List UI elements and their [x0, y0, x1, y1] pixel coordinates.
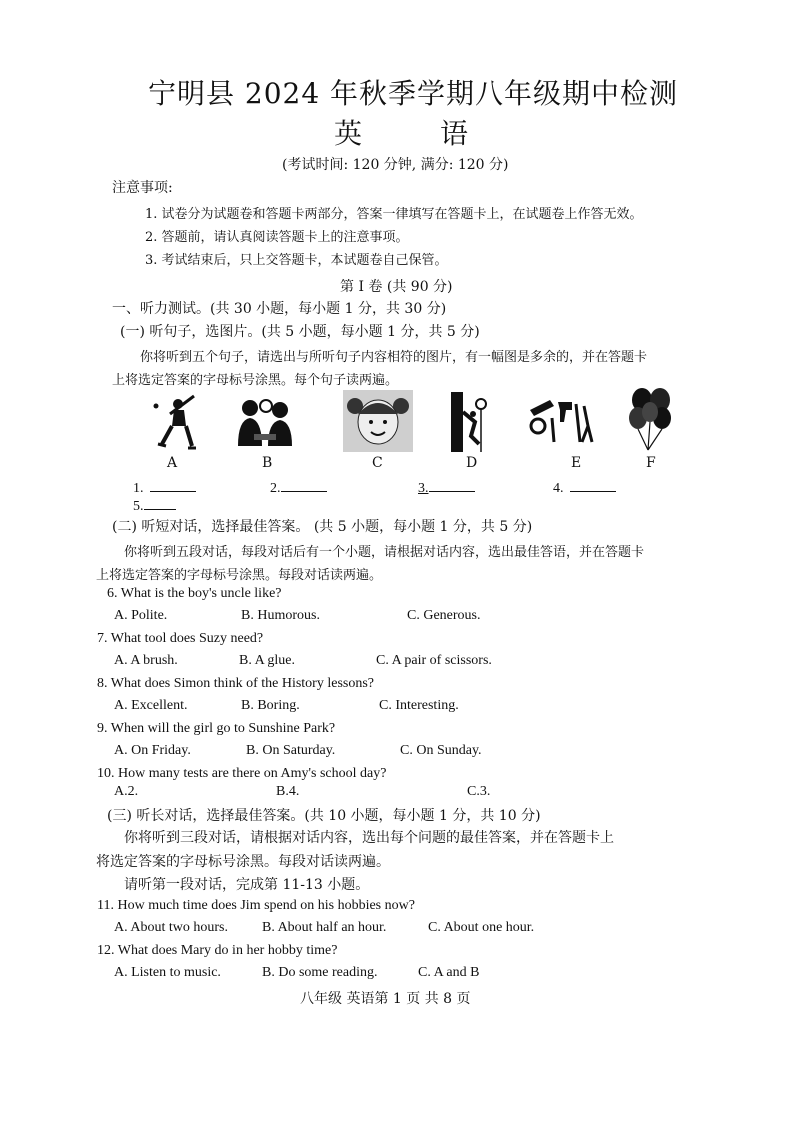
q7-option-b: B. A glue.: [239, 653, 296, 668]
exam-info: (考试时间: 120 分钟, 满分: 120 分): [282, 157, 509, 173]
subject-char-2: 语: [440, 117, 469, 150]
q11-option-b: B. About half an hour.: [262, 920, 387, 935]
sec2-instr-2: 上将选定答案的字母标号涂黑。每段对话读两遍。: [96, 568, 383, 583]
question-11: 11. How much time does Jim spend on his hobbies now?: [97, 898, 415, 913]
q9-option-a: A. On Friday.: [114, 743, 191, 758]
subject-title: [334, 112, 468, 152]
note-item-2: 2. 答题前，请认真阅读答题卡上的注意事项。: [145, 230, 409, 245]
people-talking-icon: [236, 396, 294, 448]
answer-blank-3: 3.: [418, 478, 475, 497]
q9-option-c: C. On Sunday.: [400, 743, 482, 758]
note-item-1: 1. 试卷分为试题卷和答题卡两部分，答案一律填写在答题卡上，在试题卷上作答无效。: [145, 207, 643, 222]
q8-option-a: A. Excellent.: [114, 698, 188, 713]
q10-option-a: A.2.: [114, 784, 139, 799]
q9-option-b: B. On Saturday.: [246, 743, 336, 758]
answer-blank-1: 1.: [133, 478, 196, 497]
page-footer: 八年级 英语第 1 页 共 8 页: [300, 991, 471, 1007]
question-9: 9. When will the girl go to Sunshine Park?: [97, 721, 336, 736]
subject-char-1: 英: [334, 117, 363, 150]
question-12: 12. What does Mary do in her hobby time?: [97, 943, 338, 958]
blank-line: [150, 478, 196, 492]
balloons-icon: [626, 386, 676, 452]
sec3-instr-2: 将选定答案的字母标号涂黑。每段对话读两遍。: [96, 854, 390, 870]
smiling-girl-icon: [343, 390, 413, 452]
blank-line: [429, 478, 475, 492]
note-item-3: 3. 考试结束后，只上交答题卡，本试题卷自己保管。: [145, 253, 448, 268]
picture-e-label: E: [571, 455, 582, 471]
blank-line: [281, 478, 327, 492]
q6-option-b: B. Humorous.: [241, 608, 320, 623]
question-8: 8. What does Simon think of the History lessons?: [97, 676, 374, 691]
picture-a-label: A: [167, 455, 178, 471]
part1-heading: 一、听力测试。(共 30 小题，每小题 1 分，共 30 分): [112, 301, 447, 317]
baseball-player-icon: [148, 392, 200, 452]
volume-heading: 第 I 卷 (共 90 分): [340, 279, 453, 295]
answer-blank-5: 5.: [133, 496, 176, 515]
blank-line: [144, 496, 176, 510]
q11-option-a: A. About two hours.: [114, 920, 228, 935]
picture-c: [343, 390, 413, 452]
climber-icon: [451, 392, 491, 452]
blank-line: [570, 478, 616, 492]
picture-e: [528, 396, 594, 446]
tools-icon: [528, 396, 594, 446]
sec1-instr-2: 上将选定答案的字母标号涂黑。每个句子读两遍。: [112, 373, 399, 388]
sec1-instr-1: 你将听到五个句子，请选出与所听句子内容相符的图片，有一幅图是多余的，并在答题卡: [140, 350, 648, 365]
q12-option-c: C. A and B: [418, 965, 480, 980]
notes-heading: 注意事项:: [112, 180, 173, 196]
q10-option-c: C.3.: [467, 784, 491, 799]
sec3-lead: 请听第一段对话，完成第 11-13 小题。: [124, 877, 370, 893]
picture-f: [626, 386, 676, 452]
question-6: 6. What is the boy's uncle like?: [107, 586, 282, 601]
q12-option-a: A. Listen to music.: [114, 965, 221, 980]
question-7: 7. What tool does Suzy need?: [97, 631, 264, 646]
picture-d-label: D: [466, 455, 478, 471]
question-10: 10. How many tests are there on Amy's school day?: [97, 766, 387, 781]
picture-f-label: F: [646, 455, 656, 471]
q8-option-b: B. Boring.: [241, 698, 300, 713]
q12-option-b: B. Do some reading.: [262, 965, 378, 980]
answer-blank-2: 2.: [270, 478, 327, 497]
sec3-instr-1: 你将听到三段对话，请根据对话内容，选出每个问题的最佳答案，并在答题卡上: [124, 830, 614, 846]
answer-blank-4: 4.: [553, 478, 616, 497]
q7-option-a: A. A brush.: [114, 653, 178, 668]
q10-option-b: B.4.: [276, 784, 300, 799]
sec3-heading: (三) 听长对话，选择最佳答案。(共 10 小题，每小题 1 分，共 10 分): [107, 808, 541, 824]
sec1-heading: (一) 听句子，选图片。(共 5 小题，每小题 1 分，共 5 分): [120, 324, 480, 340]
sec2-heading: (二) 听短对话，选择最佳答案。 (共 5 小题，每小题 1 分，共 5 分): [112, 519, 533, 535]
q11-option-c: C. About one hour.: [428, 920, 535, 935]
picture-b-label: B: [262, 455, 273, 471]
picture-d: [451, 392, 491, 452]
sec2-instr-1: 你将听到五段对话，每段对话后有一个小题，请根据对话内容，选出最佳答语，并在答题卡: [124, 545, 645, 560]
exam-title: 宁明县 2024 年秋季学期八年级期中检测: [148, 77, 679, 110]
q6-option-c: C. Generous.: [407, 608, 481, 623]
picture-c-label: C: [372, 455, 383, 471]
picture-b: [236, 396, 294, 448]
q7-option-c: C. A pair of scissors.: [376, 653, 492, 668]
q8-option-c: C. Interesting.: [379, 698, 459, 713]
picture-a: [148, 392, 200, 452]
q6-option-a: A. Polite.: [114, 608, 168, 623]
